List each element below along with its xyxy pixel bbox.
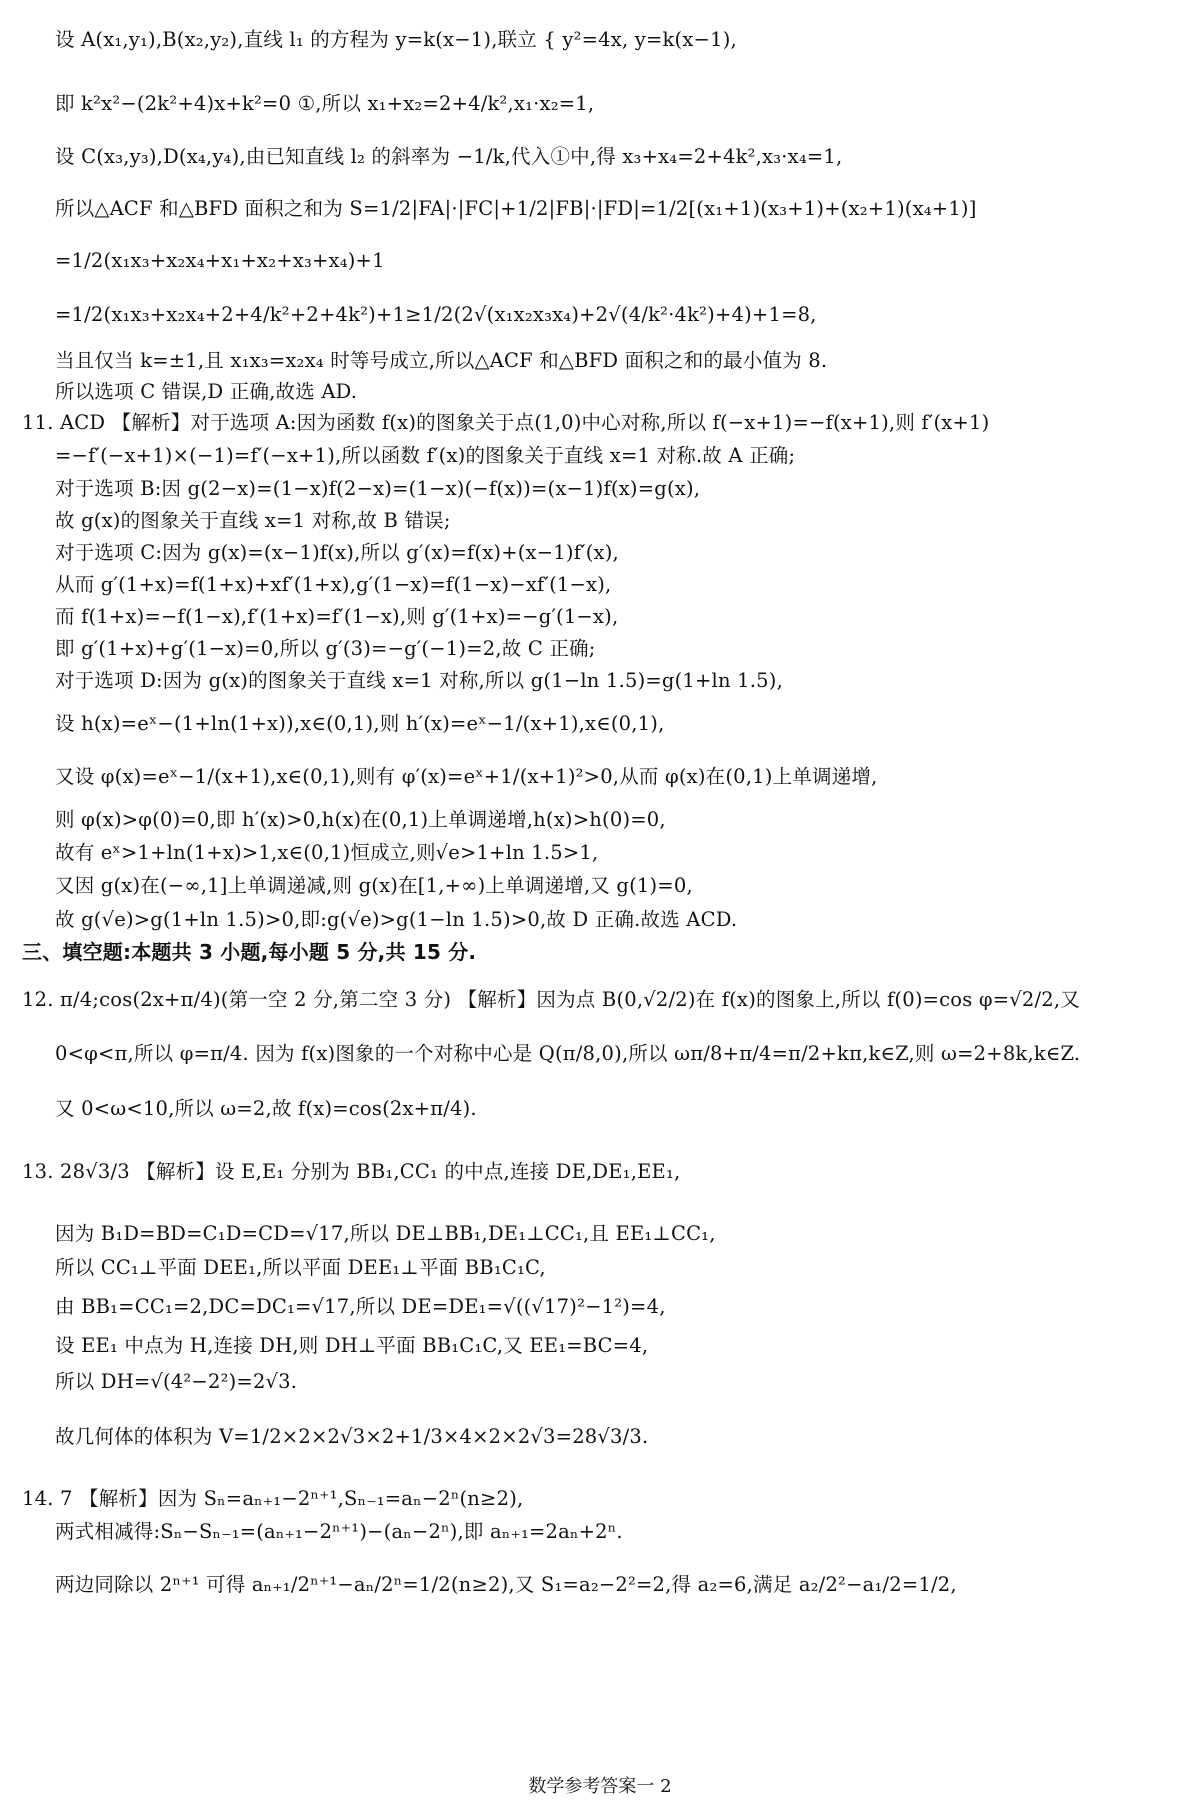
text-line: 又因 g(x)在(−∞,1]上单调递减,则 g(x)在[1,+∞)上单调递增,又 g(1)=0, [55, 874, 693, 897]
question-12: 12. π/4;cos(2x+π/4)(第一空 2 分,第二空 3 分) 【解析】因为点 B(0,√2/2)在 f(x)的图象上,所以 f(0)=cos φ=√2/2,又 [22, 988, 1080, 1011]
text-line: 当且仅当 k=±1,且 x₁x₃=x₂x₄ 时等号成立,所以△ACF 和△BFD 面积之和的最小值为 8. [55, 349, 828, 372]
text-line: 故有 eˣ>1+ln(1+x)>1,x∈(0,1)恒成立,则√e>1+ln 1.5>1, [55, 841, 599, 864]
text-line: 所以 CC₁⊥平面 DEE₁,所以平面 DEE₁⊥平面 BB₁C₁C, [55, 1256, 546, 1279]
text-line: 对于选项 D:因为 g(x)的图象关于直线 x=1 对称,所以 g(1−ln 1.5)=g(1+ln 1.5), [55, 669, 783, 692]
text-line: 从而 g′(1+x)=f(1+x)+xf′(1+x),g′(1−x)=f(1−x)−xf′(1−x), [55, 573, 612, 596]
text-line: =1/2(x₁x₃+x₂x₄+2+4/k²+2+4k²)+1≥1/2(2√(x₁x₂x₃x₄)+2√(4/k²·4k²)+4)+1=8, [55, 303, 817, 326]
text-line: 两式相减得:Sₙ−Sₙ₋₁=(aₙ₊₁−2ⁿ⁺¹)−(aₙ−2ⁿ),即 aₙ₊₁=2aₙ+2ⁿ. [55, 1520, 623, 1543]
text-line: 所以△ACF 和△BFD 面积之和为 S=1/2|FA|·|FC|+1/2|FB|·|FD|=1/2[(x₁+1)(x₃+1)+(x₂+1)(x₄+1)] [55, 197, 977, 220]
text-line: 设 h(x)=eˣ−(1+ln(1+x)),x∈(0,1),则 h′(x)=eˣ−1/(x+1),x∈(0,1), [55, 712, 665, 735]
text-line: 对于选项 B:因 g(2−x)=(1−x)f(2−x)=(1−x)(−f(x))=(x−1)f(x)=g(x), [55, 477, 701, 500]
text-line: 所以选项 C 错误,D 正确,故选 AD. [55, 380, 358, 403]
page-footer: 数学参考答案一 2 [528, 1776, 672, 1797]
text-line: 因为 B₁D=BD=C₁D=CD=√17,所以 DE⊥BB₁,DE₁⊥CC₁,且 EE₁⊥CC₁, [55, 1222, 716, 1245]
text-line: 设 C(x₃,y₃),D(x₄,y₄),由已知直线 l₂ 的斜率为 −1/k,代入①中,得 x₃+x₄=2+4k²,x₃·x₄=1, [55, 145, 843, 168]
text-line: =−f′(−x+1)×(−1)=f′(−x+1),所以函数 f′(x)的图象关于直线 x=1 对称.故 A 正确; [55, 444, 796, 467]
text-line: 故几何体的体积为 V=1/2×2×2√3×2+1/3×4×2×2√3=28√3/3. [55, 1425, 649, 1448]
question-11: 11. ACD 【解析】对于选项 A:因为函数 f(x)的图象关于点(1,0)中心对称,所以 f(−x+1)=−f(x+1),则 f′(x+1) [22, 411, 990, 434]
text-line: 即 k²x²−(2k²+4)x+k²=0 ①,所以 x₁+x₂=2+4/k²,x₁·x₂=1, [55, 92, 595, 115]
text-line: 故 g(x)的图象关于直线 x=1 对称,故 B 错误; [55, 509, 451, 532]
question-14: 14. 7 【解析】因为 Sₙ=aₙ₊₁−2ⁿ⁺¹,Sₙ₋₁=aₙ−2ⁿ(n≥2), [22, 1487, 524, 1510]
text-line: 而 f(1+x)=−f(1−x),f′(1+x)=f′(1−x),则 g′(1+x)=−g′(1−x), [55, 605, 619, 628]
question-13: 13. 28√3/3 【解析】设 E,E₁ 分别为 BB₁,CC₁ 的中点,连接 DE,DE₁,EE₁, [22, 1160, 681, 1183]
text-line: 设 A(x₁,y₁),B(x₂,y₂),直线 l₁ 的方程为 y=k(x−1),联立 { y²=4x, y=k(x−1), [55, 28, 737, 51]
text-line: 0<φ<π,所以 φ=π/4. 因为 f(x)图象的一个对称中心是 Q(π/8,0),所以 ωπ/8+π/4=π/2+kπ,k∈Z,则 ω=2+8k,k∈Z. [55, 1042, 1081, 1065]
section-heading: 三、填空题:本题共 3 小题,每小题 5 分,共 15 分. [22, 940, 477, 964]
text-line: 则 φ(x)>φ(0)=0,即 h′(x)>0,h(x)在(0,1)上单调递增,h(x)>h(0)=0, [55, 808, 666, 831]
text-line: 又设 φ(x)=eˣ−1/(x+1),x∈(0,1),则有 φ′(x)=eˣ+1/(x+1)²>0,从而 φ(x)在(0,1)上单调递增, [55, 765, 878, 788]
text-line: 对于选项 C:因为 g(x)=(x−1)f(x),所以 g′(x)=f(x)+(x−1)f′(x), [55, 541, 619, 564]
text-line: 故 g(√e)>g(1+ln 1.5)>0,即:g(√e)>g(1−ln 1.5)>0,故 D 正确.故选 ACD. [55, 908, 738, 931]
text-line: 即 g′(1+x)+g′(1−x)=0,所以 g′(3)=−g′(−1)=2,故 C 正确; [55, 637, 596, 660]
text-line: 由 BB₁=CC₁=2,DC=DC₁=√17,所以 DE=DE₁=√((√17)²−1²)=4, [55, 1295, 666, 1318]
text-line: 两边同除以 2ⁿ⁺¹ 可得 aₙ₊₁/2ⁿ⁺¹−aₙ/2ⁿ=1/2(n≥2),又 S₁=a₂−2²=2,得 a₂=6,满足 a₂/2²−a₁/2=1/2, [55, 1573, 957, 1596]
text-line: 设 EE₁ 中点为 H,连接 DH,则 DH⊥平面 BB₁C₁C,又 EE₁=BC=4, [55, 1334, 649, 1357]
text-line: 所以 DH=√(4²−2²)=2√3. [55, 1370, 298, 1393]
text-line: 又 0<ω<10,所以 ω=2,故 f(x)=cos(2x+π/4). [55, 1097, 477, 1120]
text-line: =1/2(x₁x₃+x₂x₄+x₁+x₂+x₃+x₄)+1 [55, 249, 385, 272]
